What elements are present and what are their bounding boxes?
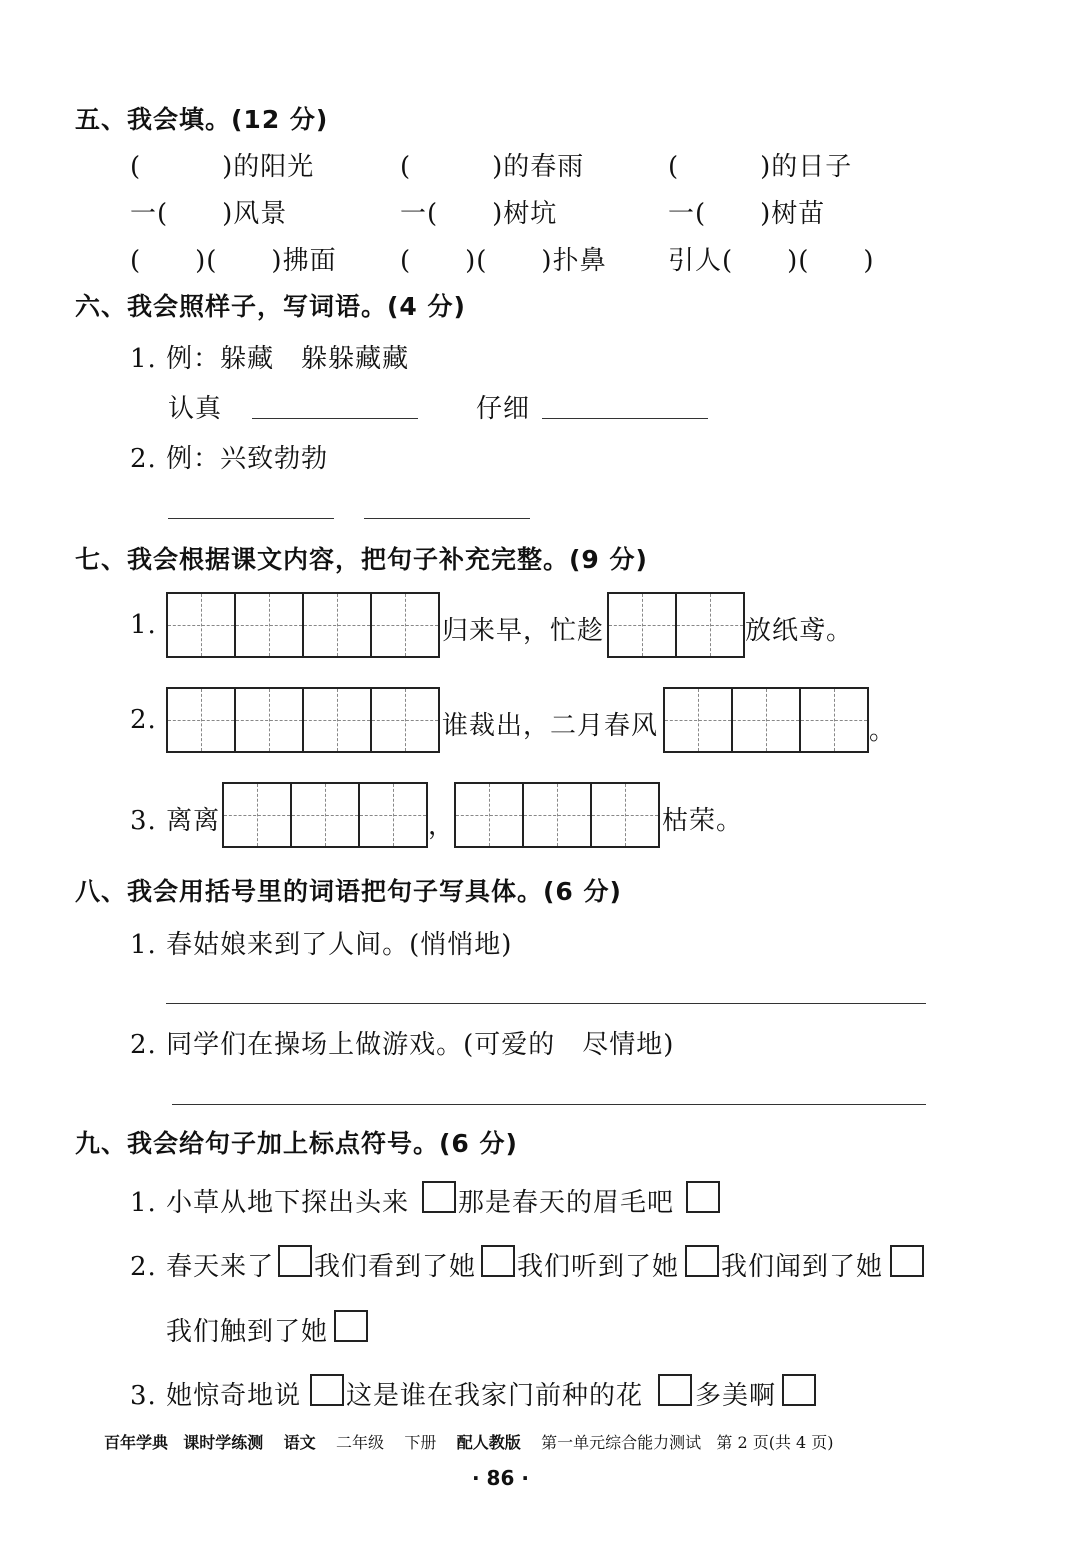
s5-row3-item1: ( )( )拂面: [130, 246, 337, 276]
writing-cell[interactable]: [236, 594, 304, 656]
punctuation-box[interactable]: [782, 1374, 816, 1406]
s7-q2-grid-a[interactable]: [166, 687, 440, 753]
s7-q2-mid: 谁裁出，二月春风: [442, 711, 659, 741]
writing-cell[interactable]: [456, 784, 524, 846]
punctuation-box[interactable]: [278, 1245, 312, 1277]
footer-bar: [104, 1430, 834, 1453]
s7-q2-grid-b[interactable]: [663, 687, 869, 753]
s7-q3-start: 3. 离离: [130, 806, 221, 836]
footer-brand: 百年学典: [104, 1433, 169, 1452]
s6-q1-answer-line-a[interactable]: [252, 418, 418, 419]
section-7-title: 七、我会根据课文内容，把句子补充完整。(9 分): [75, 545, 648, 574]
s7-q1-num: 1.: [130, 610, 157, 640]
section-6-title: 六、我会照样子，写词语。(4 分): [75, 292, 466, 321]
page-number: · 86 ·: [472, 1466, 529, 1490]
s6-q1-example: 1. 例：躲藏 躲躲藏藏: [130, 344, 410, 374]
s8-q1: 1. 春姑娘来到了人间。(悄悄地): [130, 930, 513, 960]
footer-test-name: 第一单元综合能力测试: [541, 1433, 702, 1452]
s9-q1-part-a: 1. 小草从地下探出头来: [130, 1188, 410, 1218]
s7-q1-mid: 归来早，忙趁: [442, 616, 605, 646]
s9-q2-part-b: 我们看到了她: [314, 1252, 477, 1282]
writing-cell[interactable]: [304, 689, 372, 751]
s5-row1-item3: ( )的日子: [668, 152, 853, 182]
writing-cell[interactable]: [609, 594, 677, 656]
writing-cell[interactable]: [592, 784, 660, 846]
footer-grade: 二年级: [336, 1433, 385, 1452]
s9-q2-part-a: 2. 春天来了: [130, 1252, 275, 1282]
section-9-title: 九、我会给句子加上标点符号。(6 分): [75, 1129, 518, 1158]
punctuation-box[interactable]: [310, 1374, 344, 1406]
writing-cell[interactable]: [292, 784, 360, 846]
writing-cell[interactable]: [372, 594, 440, 656]
punctuation-box[interactable]: [658, 1374, 692, 1406]
writing-cell[interactable]: [360, 784, 428, 846]
s7-q2-num: 2.: [130, 705, 157, 735]
s6-q1-word-a: 认真: [168, 394, 223, 424]
s7-q3-comma: ，: [428, 811, 456, 841]
s8-q2-answer-line[interactable]: [172, 1104, 926, 1105]
footer-edition: 配人教版: [456, 1433, 521, 1452]
footer-subject: 语文: [283, 1433, 316, 1452]
s7-q1-grid-a[interactable]: [166, 592, 440, 658]
s7-q3-grid-b[interactable]: [454, 782, 660, 848]
writing-cell[interactable]: [168, 594, 236, 656]
s5-row3-item2: ( )( )扑鼻: [400, 246, 607, 276]
punctuation-box[interactable]: [686, 1181, 720, 1213]
punctuation-box[interactable]: [685, 1245, 719, 1277]
writing-cell[interactable]: [665, 689, 733, 751]
s5-row2-item1: 一( )风景: [130, 199, 288, 229]
writing-cell[interactable]: [733, 689, 801, 751]
punctuation-box[interactable]: [422, 1181, 456, 1213]
s6-q1-word-b: 仔细: [476, 394, 531, 424]
writing-cell[interactable]: [677, 594, 745, 656]
s9-q1-part-b: 那是春天的眉毛吧: [458, 1188, 675, 1218]
s7-q1-grid-b[interactable]: [607, 592, 745, 658]
writing-cell[interactable]: [168, 689, 236, 751]
s5-row1-item1: ( )的阳光: [130, 152, 315, 182]
s9-q2-part-d: 我们闻到了她: [721, 1252, 884, 1282]
writing-cell[interactable]: [524, 784, 592, 846]
footer-series: 课时学练测: [183, 1433, 264, 1452]
footer-page-info: 第 2 页(共 4 页): [716, 1433, 834, 1452]
writing-cell[interactable]: [801, 689, 869, 751]
writing-cell[interactable]: [372, 689, 440, 751]
s7-q1-end: 放纸鸢。: [745, 616, 854, 646]
punctuation-box[interactable]: [481, 1245, 515, 1277]
s8-q1-answer-line[interactable]: [166, 1003, 926, 1004]
writing-cell[interactable]: [224, 784, 292, 846]
punctuation-box[interactable]: [890, 1245, 924, 1277]
s7-q3-end: 枯荣。: [662, 806, 744, 836]
section-8-title: 八、我会用括号里的词语把句子写具体。(6 分): [75, 877, 622, 906]
s5-row1-item2: ( )的春雨: [400, 152, 585, 182]
s9-q2-part-e: 我们触到了她: [166, 1317, 329, 1347]
writing-cell[interactable]: [304, 594, 372, 656]
s9-q2-part-c: 我们听到了她: [517, 1252, 680, 1282]
writing-cell[interactable]: [236, 689, 304, 751]
s6-q1-answer-line-b[interactable]: [542, 418, 708, 419]
punctuation-box[interactable]: [334, 1310, 368, 1342]
s6-q2-answer-line-a[interactable]: [168, 518, 334, 519]
s5-row2-item3: 一( )树苗: [668, 199, 826, 229]
s9-q3-part-c: 多美啊: [695, 1381, 777, 1411]
s9-q3-part-a: 3. 她惊奇地说: [130, 1381, 302, 1411]
s7-q2-end: 。: [869, 716, 897, 746]
s7-q3-grid-a[interactable]: [222, 782, 428, 848]
s5-row2-item2: 一( )树坑: [400, 199, 558, 229]
s5-row3-item3: 引人( )( ): [668, 246, 875, 276]
s9-q3-part-b: 这是谁在我家门前种的花: [346, 1381, 644, 1411]
s6-q2-answer-line-b[interactable]: [364, 518, 530, 519]
section-5-title: 五、我会填。(12 分): [75, 105, 329, 134]
footer-volume: 下册: [404, 1433, 437, 1452]
s8-q2: 2. 同学们在操场上做游戏。(可爱的 尽情地): [130, 1030, 675, 1060]
s6-q2-example: 2. 例：兴致勃勃: [130, 444, 329, 474]
